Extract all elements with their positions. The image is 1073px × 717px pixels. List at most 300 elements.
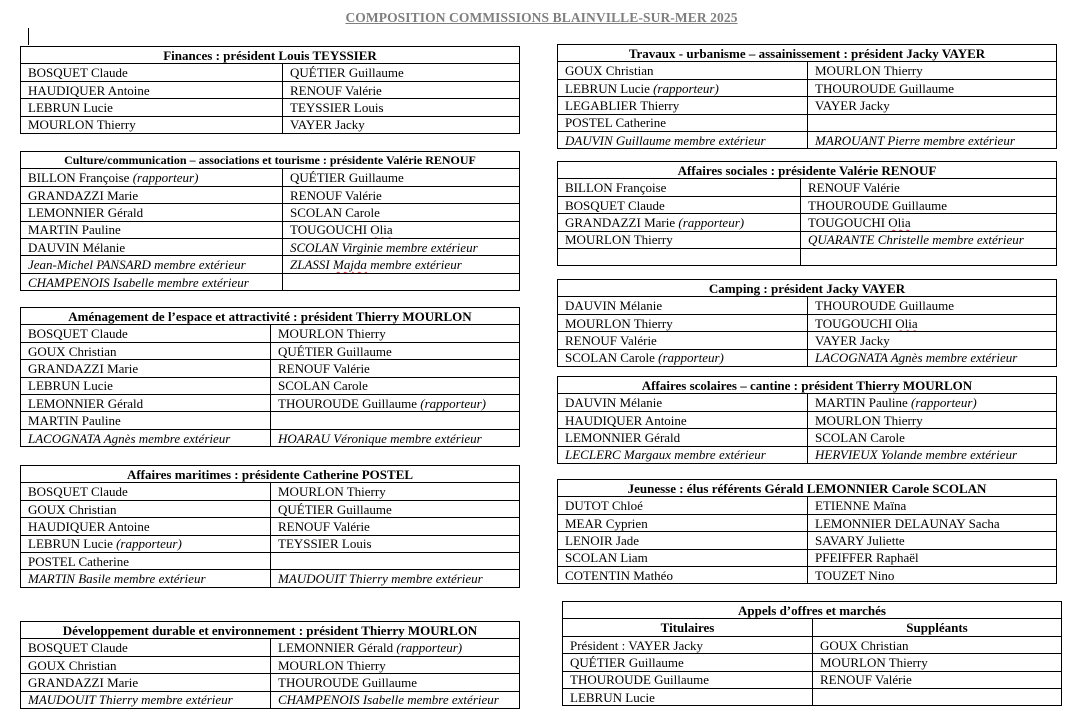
member-cell <box>271 342 520 359</box>
table-header-row <box>563 602 1062 619</box>
table-row <box>21 535 520 552</box>
member-cell <box>21 221 283 238</box>
member-cell <box>563 654 813 671</box>
member-cell <box>808 62 1057 79</box>
member-cell <box>801 214 1057 231</box>
member-cell <box>21 273 283 290</box>
cell-text: RENOUF Valérie <box>290 82 382 98</box>
table-header-row <box>21 152 520 169</box>
member-cell <box>21 500 271 517</box>
table-header-row <box>558 162 1057 179</box>
cell-text: MOURLON Thierry <box>565 232 673 248</box>
cell-italic-text: (rapporteur) <box>678 215 745 231</box>
member-cell <box>558 549 808 566</box>
spellcheck-underline: Olia <box>895 315 918 331</box>
table-row <box>21 429 520 446</box>
member-cell <box>813 636 1062 653</box>
table-row <box>21 412 520 429</box>
committee-title: Affaires scolaires – cantine : président Thierry MOURLON <box>558 377 1057 394</box>
cell-italic-text: CHAMPENOIS Isabelle membre extérieur <box>278 692 499 708</box>
member-cell <box>808 549 1057 566</box>
member-cell <box>808 349 1057 366</box>
cell-italic-text: SCOLAN Virginie membre extérieur <box>290 239 478 255</box>
member-cell <box>558 532 808 549</box>
cell-text: LEBRUN Lucie <box>570 689 655 705</box>
member-cell <box>21 256 283 273</box>
cell-text: THOUROUDE Guillaume <box>808 197 948 213</box>
table-row <box>21 377 520 394</box>
member-cell <box>21 429 271 446</box>
cell-text: GOUX Christian <box>820 637 909 653</box>
member-cell <box>271 483 520 500</box>
table-row <box>21 186 520 203</box>
committee-title: Camping : président Jacky VAYER <box>558 280 1057 297</box>
spellcheck-underline: Olia <box>370 222 393 238</box>
cell-text: GOUX Christian <box>28 501 117 517</box>
member-cell <box>21 204 283 221</box>
member-cell <box>808 497 1057 514</box>
cell-italic-text: CHAMPENOIS Isabelle membre extérieur <box>28 274 249 290</box>
member-cell <box>271 639 520 656</box>
cell-italic-text: (rapporteur) <box>132 170 199 186</box>
table-appels-offres <box>562 601 1062 706</box>
member-cell <box>558 429 808 446</box>
table-row <box>21 273 520 290</box>
table-header-row <box>21 622 520 639</box>
table-row <box>21 674 520 691</box>
cell-text: DUTOT Chloé <box>565 498 643 514</box>
cell-text: HAUDIQUER Antoine <box>28 82 150 98</box>
cell-text: THOUROUDE Guillaume <box>570 672 710 688</box>
cell-text: LEBRUN Lucie <box>28 100 113 116</box>
committee-title: Jeunesse : élus référents Gérald LEMONNIER Carole SCOLAN <box>558 480 1057 497</box>
cell-text: MOURLON Thierry <box>278 657 386 673</box>
cell-text: GRANDAZZI Marie <box>28 675 139 691</box>
table-travaux <box>557 44 1057 149</box>
member-cell <box>21 325 271 342</box>
committee-title: Affaires maritimes : présidente Catherine POSTEL <box>21 466 520 483</box>
cell-text: MOURLON Thierry <box>278 326 386 342</box>
member-cell <box>558 231 801 248</box>
committee-title: Développement durable et environnement : président Thierry MOURLON <box>21 622 520 639</box>
cell-text: MOURLON Thierry <box>815 63 923 79</box>
member-cell <box>283 273 520 290</box>
cell-italic-text: LACOGNATA Agnès membre extérieur <box>28 430 231 446</box>
cell-text: RENOUF Valérie <box>290 187 382 203</box>
member-cell <box>558 394 808 411</box>
member-cell <box>271 394 520 411</box>
cell-text: GOUX Christian <box>565 63 654 79</box>
member-cell <box>558 497 808 514</box>
table-row <box>558 566 1057 583</box>
cell-text: BOSQUET Claude <box>28 640 128 656</box>
table-row <box>21 483 520 500</box>
member-cell <box>808 532 1057 549</box>
cell-text: DAUVIN Mélanie <box>565 395 663 411</box>
member-cell <box>21 518 271 535</box>
cell-text: SCOLAN Carole <box>290 205 380 221</box>
member-cell <box>808 411 1057 428</box>
table-camping <box>557 279 1057 367</box>
table-header-row <box>558 280 1057 297</box>
member-cell <box>808 394 1057 411</box>
member-cell <box>283 64 520 81</box>
member-cell <box>21 64 283 81</box>
table-row <box>21 256 520 273</box>
member-cell <box>21 116 283 133</box>
cell-text: Président : VAYER Jacky <box>570 637 704 653</box>
table-row <box>558 514 1057 531</box>
member-cell <box>21 412 271 429</box>
column-header: Suppléants <box>813 619 1062 636</box>
text-cursor <box>28 28 29 45</box>
table-row <box>558 179 1057 196</box>
member-cell <box>808 429 1057 446</box>
table-header-row <box>558 480 1057 497</box>
table-row <box>21 570 520 587</box>
table-row <box>21 342 520 359</box>
member-cell <box>563 688 813 705</box>
cell-text: PFEIFFER Raphaël <box>815 550 919 566</box>
cell-text: TEYSSIER Louis <box>278 536 372 552</box>
cell-italic-text: ZLASSI Majda membre extérieur <box>290 257 462 273</box>
member-cell <box>21 656 271 673</box>
table-row <box>558 79 1057 96</box>
cell-text: QUÉTIER Guillaume <box>278 343 392 359</box>
table-culture <box>20 151 520 291</box>
cell-italic-text: HOARAU Véronique membre extérieur <box>278 430 482 446</box>
cell-text: RENOUF Valérie <box>808 180 900 196</box>
table-row <box>558 314 1057 331</box>
cell-text: MARTIN Pauline <box>815 395 911 411</box>
cell-italic-text: (rapporteur) <box>396 640 463 656</box>
member-cell <box>21 360 271 377</box>
cell-text: LEBRUN Lucie <box>565 80 654 96</box>
member-cell <box>808 114 1057 131</box>
table-row <box>558 446 1057 463</box>
table-row <box>558 349 1057 366</box>
cell-text: LEGABLIER Thierry <box>565 98 680 114</box>
cell-text: THOUROUDE Guillaume <box>815 80 955 96</box>
cell-text: LEMONNIER Gérald <box>278 640 397 656</box>
cell-text: GRANDAZZI Marie <box>28 187 139 203</box>
cell-text: SCOLAN Carole <box>278 378 368 394</box>
table-row <box>558 97 1057 114</box>
cell-text: QUÉTIER Guillaume <box>290 65 404 81</box>
cell-text: THOUROUDE Guillaume <box>278 675 418 691</box>
committee-title: Affaires sociales : présidente Valérie RENOUF <box>558 162 1057 179</box>
cell-italic-text: MAROUANT Pierre membre extérieur <box>815 132 1015 148</box>
cell-text: RENOUF Valérie <box>278 519 370 535</box>
table-row <box>558 549 1057 566</box>
table-header-row <box>21 308 520 325</box>
cell-text: BOSQUET Claude <box>28 65 128 81</box>
cell-italic-text: DAUVIN Guillaume membre extérieur <box>565 132 766 148</box>
committee-title: Aménagement de l’espace et attractivité : président Thierry MOURLON <box>21 308 520 325</box>
member-cell <box>558 248 801 265</box>
cell-text: LEBRUN Lucie <box>28 536 117 552</box>
table-row <box>558 411 1057 428</box>
member-cell <box>21 394 271 411</box>
member-cell <box>808 79 1057 96</box>
table-maritimes <box>20 465 520 588</box>
cell-italic-text: MAUDOUIT Thierry membre extérieur <box>28 692 233 708</box>
table-row <box>558 429 1057 446</box>
member-cell <box>21 570 271 587</box>
cell-text: TOUZET Nino <box>815 567 895 583</box>
member-cell <box>271 656 520 673</box>
cell-text: GRANDAZZI Marie <box>28 361 139 377</box>
cell-italic-text: MAUDOUIT Thierry membre extérieur <box>278 571 483 587</box>
table-row <box>558 497 1057 514</box>
table-row <box>21 656 520 673</box>
member-cell <box>801 231 1057 248</box>
member-cell <box>558 349 808 366</box>
member-cell <box>558 214 801 231</box>
member-cell <box>21 691 271 708</box>
cell-text: SAVARY Juliette <box>815 533 905 549</box>
cell-text: RENOUF Valérie <box>820 672 912 688</box>
table-row <box>563 688 1062 705</box>
member-cell <box>558 97 808 114</box>
member-cell <box>271 552 520 569</box>
column-header: Titulaires <box>563 619 813 636</box>
member-cell <box>21 552 271 569</box>
member-cell <box>21 342 271 359</box>
cell-text: BOSQUET Claude <box>565 197 665 213</box>
member-cell <box>21 639 271 656</box>
cell-text: SCOLAN Carole <box>815 430 905 446</box>
cell-text: DAUVIN Mélanie <box>28 239 126 255</box>
cell-italic-text: (rapporteur) <box>116 536 182 552</box>
member-cell <box>558 514 808 531</box>
cell-text: MOURLON Thierry <box>28 117 136 133</box>
table-amenagement <box>20 307 520 447</box>
cell-text: HAUDIQUER Antoine <box>565 412 687 428</box>
member-cell <box>558 62 808 79</box>
cell-text: MARTIN Pauline <box>28 222 121 238</box>
member-cell <box>21 535 271 552</box>
cell-text: MOURLON Thierry <box>278 484 386 500</box>
table-row <box>21 64 520 81</box>
member-cell <box>558 297 808 314</box>
cell-text: MOURLON Thierry <box>815 412 923 428</box>
cell-text: TOUGOUCHI Olia <box>808 215 911 231</box>
table-row <box>21 394 520 411</box>
table-sociales <box>557 161 1057 266</box>
cell-text: TOUGOUCHI Olia <box>815 315 918 331</box>
table-row <box>558 214 1057 231</box>
table-row <box>21 691 520 708</box>
table-row <box>21 99 520 116</box>
cell-text: BILLON Françoise <box>565 180 667 196</box>
cell-text: QUÉTIER Guillaume <box>290 170 404 186</box>
committee-title: Finances : président Louis TEYSSIER <box>21 47 520 64</box>
member-cell <box>563 671 813 688</box>
cell-text: ETIENNE Maïna <box>815 498 907 514</box>
table-row <box>563 654 1062 671</box>
cell-text: GOUX Christian <box>28 343 117 359</box>
member-cell <box>283 99 520 116</box>
table-row <box>558 297 1057 314</box>
member-cell <box>558 131 808 148</box>
table-row <box>558 532 1057 549</box>
table-row <box>563 636 1062 653</box>
cell-italic-text: QUARANTE Christelle membre extérieur <box>808 232 1024 248</box>
cell-text: LEBRUN Lucie <box>28 378 113 394</box>
member-cell <box>21 377 271 394</box>
member-cell <box>271 518 520 535</box>
cell-text: BOSQUET Claude <box>28 326 128 342</box>
member-cell <box>271 570 520 587</box>
cell-italic-text: LECLERC Margaux membre extérieur <box>565 447 766 463</box>
table-row <box>21 238 520 255</box>
member-cell <box>808 97 1057 114</box>
member-cell <box>808 332 1057 349</box>
table-row <box>21 325 520 342</box>
member-cell <box>283 221 520 238</box>
table-row <box>558 131 1057 148</box>
member-cell <box>563 636 813 653</box>
table-row <box>21 116 520 133</box>
member-cell <box>808 514 1057 531</box>
table-row <box>558 114 1057 131</box>
table-row <box>21 360 520 377</box>
member-cell <box>271 691 520 708</box>
member-cell <box>21 186 283 203</box>
member-cell <box>21 81 283 98</box>
member-cell <box>283 116 520 133</box>
cell-text: DAUVIN Mélanie <box>565 298 663 314</box>
cell-text: LEMONNIER Gérald <box>28 205 144 221</box>
cell-text: MARTIN Pauline <box>28 413 121 429</box>
table-row <box>558 62 1057 79</box>
cell-text: LEMONNIER Gérald <box>565 430 681 446</box>
member-cell <box>271 412 520 429</box>
table-header-row <box>558 377 1057 394</box>
member-cell <box>801 196 1057 213</box>
member-cell <box>283 186 520 203</box>
member-cell <box>558 332 808 349</box>
table-row <box>558 394 1057 411</box>
table-row <box>558 248 1057 265</box>
table-row <box>21 221 520 238</box>
table-jeunesse <box>557 479 1057 584</box>
table-row <box>21 204 520 221</box>
cell-text: QUÉTIER Guillaume <box>278 501 392 517</box>
member-cell <box>808 314 1057 331</box>
cell-text: TOUGOUCHI Olia <box>290 222 393 238</box>
cell-italic-text: (rapporteur) <box>653 80 719 96</box>
member-cell <box>558 114 808 131</box>
member-cell <box>21 99 283 116</box>
member-cell <box>283 238 520 255</box>
member-cell <box>558 179 801 196</box>
document-title: COMPOSITION COMMISSIONS BLAINVILLE-SUR-MER 2025 <box>345 10 738 25</box>
member-cell <box>813 654 1062 671</box>
cell-text: MOURLON Thierry <box>565 315 673 331</box>
cell-text: GOUX Christian <box>28 657 117 673</box>
cell-text: MOURLON Thierry <box>820 655 928 671</box>
member-cell <box>283 81 520 98</box>
member-cell <box>558 446 808 463</box>
table-row <box>558 332 1057 349</box>
member-cell <box>21 169 283 186</box>
cell-text: LEMONNIER Gérald <box>28 395 144 411</box>
member-cell <box>271 429 520 446</box>
cell-text: BILLON Françoise <box>28 170 133 186</box>
cell-text: BOSQUET Claude <box>28 484 128 500</box>
member-cell <box>558 79 808 96</box>
member-cell <box>808 446 1057 463</box>
cell-text: COTENTIN Mathéo <box>565 567 673 583</box>
member-cell <box>271 535 520 552</box>
member-cell <box>813 688 1062 705</box>
cell-text: VAYER Jacky <box>290 117 365 133</box>
committee-title: Travaux - urbanisme – assainissement : président Jacky VAYER <box>558 45 1057 62</box>
member-cell <box>283 204 520 221</box>
cell-text: MEAR Cyprien <box>565 515 648 531</box>
member-cell <box>808 131 1057 148</box>
cell-text: SCOLAN Carole <box>565 350 659 366</box>
member-cell <box>21 238 283 255</box>
member-cell <box>283 256 520 273</box>
cell-text: RENOUF Valérie <box>278 361 370 377</box>
member-cell <box>558 566 808 583</box>
cell-text: GRANDAZZI Marie <box>565 215 679 231</box>
table-row <box>558 196 1057 213</box>
cell-text: VAYER Jacky <box>815 333 890 349</box>
member-cell <box>801 248 1057 265</box>
cell-italic-text: (rapporteur) <box>658 350 724 366</box>
table-developpement <box>20 621 520 709</box>
cell-text: LEMONNIER DELAUNAY Sacha <box>815 515 1000 531</box>
member-cell <box>801 179 1057 196</box>
committee-title: Culture/communication – associations et tourisme : présidente Valérie RENOUF <box>21 152 520 169</box>
table-row <box>563 671 1062 688</box>
cell-text: THOUROUDE Guillaume <box>278 395 421 411</box>
member-cell <box>558 196 801 213</box>
cell-italic-text: Jean-Michel PANSARD membre extérieur <box>28 257 246 273</box>
table-row <box>21 518 520 535</box>
cell-italic-text: MARTIN Basile membre extérieur <box>28 571 206 587</box>
table-scolaires <box>557 376 1057 464</box>
member-cell <box>271 500 520 517</box>
cell-italic-text: LACOGNATA Agnès membre extérieur <box>815 350 1018 366</box>
cell-italic-text: (rapporteur) <box>911 395 977 411</box>
table-row <box>21 639 520 656</box>
column-header-row <box>563 619 1062 636</box>
spellcheck-underline: Olia <box>888 215 911 231</box>
table-row <box>558 231 1057 248</box>
member-cell <box>283 169 520 186</box>
member-cell <box>21 674 271 691</box>
table-header-row <box>21 47 520 64</box>
cell-text: SCOLAN Liam <box>565 550 648 566</box>
member-cell <box>558 314 808 331</box>
cell-text: THOUROUDE Guillaume <box>815 298 955 314</box>
cell-text: VAYER Jacky <box>815 98 890 114</box>
cell-text: POSTEL Catherine <box>565 115 666 131</box>
table-row <box>21 500 520 517</box>
member-cell <box>813 671 1062 688</box>
member-cell <box>271 360 520 377</box>
table-row <box>21 81 520 98</box>
table-row <box>21 169 520 186</box>
cell-italic-text: (rapporteur) <box>420 395 486 411</box>
committee-title: Appels d’offres et marchés <box>563 602 1062 619</box>
table-finances <box>20 46 520 134</box>
